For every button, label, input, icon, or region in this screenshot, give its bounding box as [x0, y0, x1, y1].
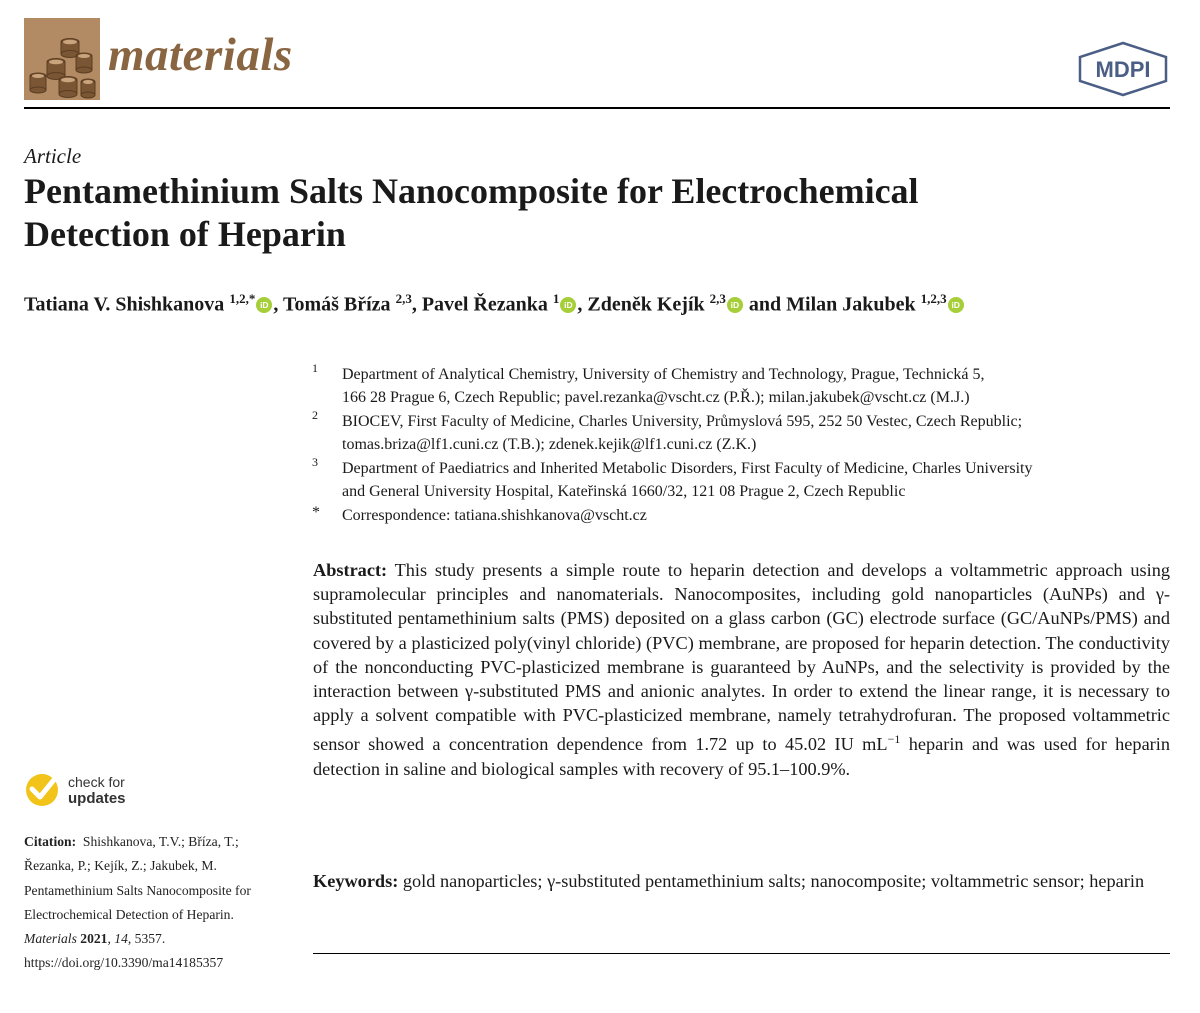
affiliation-1 — [342, 363, 1172, 409]
abstract-text-end: heparin and was used for heparin detection in saline and biological samples with recovery of 95.1–100.9%. — [313, 734, 1170, 779]
journal-logo-image — [24, 18, 100, 100]
author-name: Zdeněk Kejík — [587, 293, 705, 316]
author-separator: , — [411, 293, 422, 316]
keywords — [313, 869, 1170, 893]
article-type: Article — [24, 144, 82, 168]
affiliation-1-line-1: Department of Analytical Chemistry, University of Chemistry and Technology, Prague, Technická 5, — [342, 366, 985, 383]
citation: Citation: Shishkanova, T.V.; Bříza, T.; Řezanka, P.; Kejík, Z.; Jakubek, M. Pentamethinium Salts Nanocomposite for Electrochemical Detection of Heparin. Materials 2021, 14, 5357. https://doi.org/10.3390/ma14185357 — [24, 834, 251, 971]
affiliation-1-mark: 1 — [312, 361, 318, 375]
author-name: Tatiana V. Shishkanova — [24, 293, 225, 316]
title-line-2: Detection of Heparin — [24, 214, 346, 254]
journal-name: materials — [108, 29, 293, 81]
author-affiliation-sup: 1,2,* — [229, 291, 256, 306]
affiliation-3-line-1: Department of Paediatrics and Inherited Metabolic Disorders, First Faculty of Medicine, Charles University — [342, 460, 1033, 477]
author-separator: , — [273, 293, 283, 316]
affiliation-3-line-2: and General University Hospital, Kateřinská 1660/32, 121 08 Prague 2, Czech Republic — [342, 483, 906, 500]
affiliation-2 — [342, 410, 1172, 456]
author-name: Pavel Řezanka — [421, 293, 548, 316]
orcid-icon[interactable]: iD — [948, 297, 964, 313]
author-affiliation-sup: 2,3 — [709, 291, 726, 306]
affiliation-2-mark: 2 — [312, 408, 318, 422]
affiliation-3-mark: 3 — [312, 455, 318, 469]
mdpi-logo-text: MDPI — [1095, 57, 1151, 82]
orcid-icon[interactable]: iD — [256, 297, 272, 313]
correspondence-mark: * — [312, 504, 320, 521]
author-affiliation-sup: 2,3 — [395, 291, 412, 306]
keywords-text: gold nanoparticles; γ-substituted pentamethinium salts; nanocomposite; voltammetric sensor; heparin — [402, 871, 1145, 891]
author-separator: and — [743, 293, 787, 316]
check-for-updates-icon[interactable] — [24, 770, 60, 808]
author-affiliation-sup: 1,2,3 — [920, 291, 947, 306]
bottom-rule — [313, 953, 1170, 954]
correspondence: Correspondence: tatiana.shishkanova@vscht.cz — [342, 507, 647, 524]
abstract — [313, 558, 1170, 781]
title-line-1: Pentamethinium Salts Nanocomposite for Electrochemical — [24, 171, 919, 211]
author-affiliation-sup: 1 — [552, 291, 560, 306]
header-rule — [24, 107, 1170, 109]
abstract-text: This study presents a simple route to heparin detection and develops a voltammetric approach using supramolecular principles and nanomaterials. Nanocomposites, including gold nanoparticles (AuNPs) and γ-substituted pentamethinium salts (PMS) deposited on a glass carbon (GC) electrode surface (GC/AuNPs/PMS) and covered by a plasticized poly(vinyl chloride) (PVC) membrane, are proposed for heparin detection. The conductivity of the nonconducting PVC-plasticized membrane is guaranteed by AuNPs, and the selectivity is provided by the interaction between γ-substituted PMS and anionic analytes. In order to extend the linear range, it is necessary to apply a solvent compatible with PVC-plasticized membrane, namely tetrahydrofuran. The proposed voltammetric sensor showed a concentration dependence from 1.72 up to 45.02 IU mL — [313, 560, 1170, 755]
abstract-label: Abstract: — [313, 560, 388, 580]
author-list — [24, 291, 1184, 317]
citation-journal: Materials — [24, 931, 77, 947]
author-separator: , — [577, 293, 588, 316]
affiliation-3 — [342, 457, 1172, 503]
check-for-updates-line-1[interactable]: check for — [68, 774, 125, 790]
mdpi-logo — [1076, 41, 1170, 97]
author-name: Milan Jakubek — [786, 293, 916, 316]
citation-authors: Shishkanova, T.V.; Bříza, T.; Řezanka, P.; Kejík, Z.; Jakubek, M. Pentamethinium Salts Nanocomposite for Electrochemical Detection of Heparin. — [24, 834, 251, 922]
affiliation-2-line-2: tomas.briza@lf1.cuni.cz (T.B.); zdenek.kejik@lf1.cuni.cz (Z.K.) — [342, 436, 757, 453]
affiliation-1-line-2: 166 28 Prague 6, Czech Republic; pavel.rezanka@vscht.cz (P.Ř.); milan.jakubek@vscht.cz (M.J.) — [342, 389, 970, 406]
abstract-unit-exponent: −1 — [887, 732, 901, 747]
affiliation-2-line-1: BIOCEV, First Faculty of Medicine, Charles University, Průmyslová 595, 252 50 Vestec, Czech Republic; — [342, 413, 1023, 430]
check-for-updates-line-2[interactable]: updates — [68, 790, 126, 807]
article-title — [24, 170, 1164, 256]
citation-year: 2021 — [80, 931, 108, 947]
orcid-icon[interactable]: iD — [727, 297, 743, 313]
citation-doi: , 5357. https://doi.org/10.3390/ma14185357 — [24, 931, 224, 971]
citation-volume: 14 — [114, 931, 128, 947]
author-name: Tomáš Bříza — [282, 293, 391, 316]
orcid-icon[interactable]: iD — [560, 297, 576, 313]
citation-label: Citation: — [24, 834, 77, 849]
keywords-label: Keywords: — [313, 871, 399, 891]
